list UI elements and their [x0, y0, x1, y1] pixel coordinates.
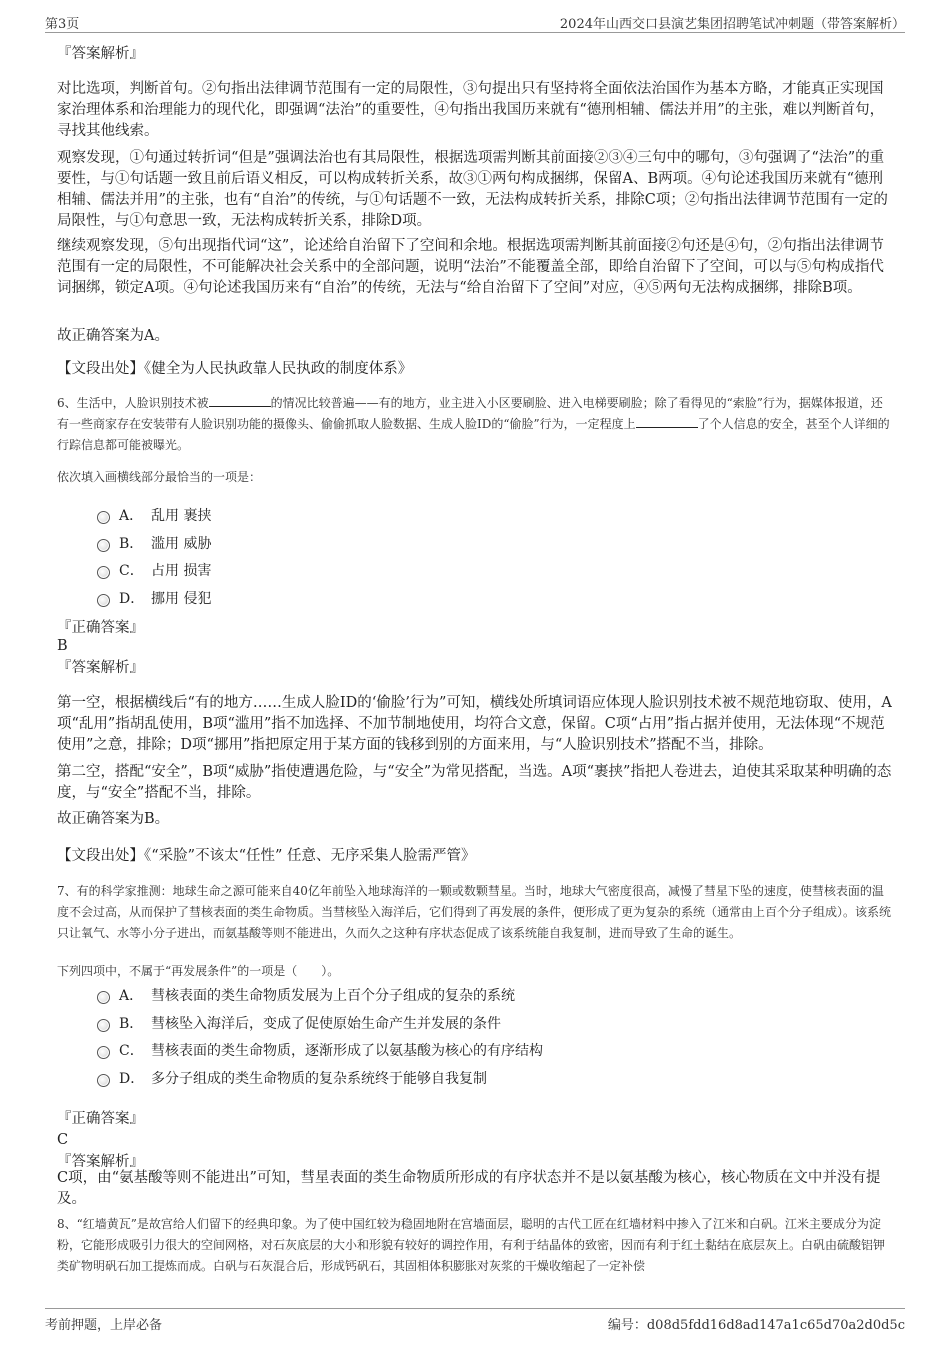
q6-stem-part-a: 6、生活中，人脸识别技术被 — [57, 396, 209, 410]
q6-analysis-label: 『答案解析』 — [57, 660, 144, 676]
q8-stem: 8、“红墙黄瓦”是故宫给人们留下的经典印象。为了使中国红较为稳固地附在宫墙面层，聪明的古代工匠在红墙材料中掺入了江米和白矾。江米主要成分为淀粉，它能形成吸引力很大的空间网格，对石灰底层的大小和形貌有较好的调控作用，有利于结晶体的致密，因而有利于红土黏结在底层灰上。白矾由硫酸铝钾类矿物明矾石加工提炼而成。白矾与石灰混合后，形成钙矾石，其固相体积膨胀对灰浆的干燥收缩起了一定补偿 — [57, 1217, 886, 1273]
radio-icon[interactable] — [97, 991, 110, 1004]
q6-analysis-p2: 第二空，搭配“安全”，B项“威胁”指使遭遇危险，与“安全”为常见搭配，当选。A项“裹挟”指把人卷进去，迫使其采取某种明确的态度，与“安全”搭配不当，排除。 — [57, 764, 892, 801]
page-header — [45, 10, 905, 33]
q7-prompt: 下列四项中，不属于“再发展条件”的一项是（ ）。 — [57, 964, 340, 978]
q6-stem-part-c: 了个人信息的安全，甚至个人详细的行踪信息都可能被曝光。 — [57, 417, 890, 452]
q6-option-d[interactable]: D． 挪用 侵犯 — [97, 588, 211, 608]
q7-option-b[interactable]: B． 彗核坠入海洋后，变成了促使原始生命产生并发展的条件 — [97, 1013, 501, 1033]
q6-source: 【文段出处】《“采脸”不该太“任性” 任意、无序采集人脸需严管》 — [57, 848, 476, 864]
q5-analysis-p2: 观察发现，①句通过转折词“但是”强调法治也有其局限性，根据选项需判断其前面接②③④三句中的哪句，③句强调了“法治”的重要性，与①句话题一致且前后语义相反，可以构成转折关系，故③①两句构成捆绑，保留A、B两项。④句论述我国历来就有“德刑相辅、儒法并用”的主张，也有“自治”的传统，与①句话题不一致，无法构成转折关系，排除C项；②句指出法律调节范围有一定的局限性，与①句意思一致，无法构成转折关系，排除D项。 — [57, 150, 888, 229]
q7-analysis-label: 『答案解析』 — [57, 1154, 144, 1170]
radio-icon[interactable] — [97, 1019, 110, 1032]
q5-analysis-label: 『答案解析』 — [57, 46, 144, 62]
radio-icon[interactable] — [97, 1046, 110, 1059]
document-id: 编号：d08d5fdd16d8ad147a1c65d70a2d0d5c — [607, 1318, 905, 1333]
q5-analysis-p3: 继续观察发现，⑤句出现指代词“这”，论述给自治留下了空间和余地。根据选项需判断其前面接②句还是④句，②句指出法律调节范围有一定的局限性，不可能解决社会关系中的全部问题，说明“法治”不能覆盖全部，即给自治留下了空间，可以与⑤句构成指代词捆绑，锁定A项。④句论述我国历来有“自治”的传统，无法与“给自治留下了空间”对应，④⑤两句无法构成捆绑，排除B项。 — [57, 238, 884, 296]
q5-analysis-p1: 对比选项，判断首句。②句指出法律调节范围有一定的局限性，③句提出只有坚持将全面依法治国作为基本方略，才能真正实现国家治理体系和治理能力的现代化，即强调“法治”的重要性，④句指出我国历来就有“德刑相辅、儒法并用”的主张，难以判断首句，寻找其他线索。 — [57, 81, 885, 139]
page-number: 第3页 — [45, 17, 80, 32]
q5-conclusion: 故正确答案为A。 — [57, 328, 169, 344]
q6-stem-part-b: 的情况比较普遍——有的地方，业主进入小区要刷脸、进入电梯要刷脸；除了看得见的“索脸”行为，据媒体报道，还有一些商家存在安装带有人脸识别功能的摄像头、偷偷抓取人脸数据、生成人脸ID的“偷脸”行为，一定程度上 — [57, 396, 883, 431]
radio-icon[interactable] — [97, 566, 110, 579]
q7-answer-label: 『正确答案』 — [57, 1111, 144, 1127]
q6-conclusion: 故正确答案为B。 — [57, 811, 170, 827]
radio-icon[interactable] — [97, 1074, 110, 1087]
radio-icon[interactable] — [97, 594, 110, 607]
q5-source: 【文段出处】《健全为人民执政靠人民执政的制度体系》 — [57, 361, 413, 377]
q6-blank-2 — [636, 415, 698, 428]
q6-analysis-p1: 第一空，根据横线后“有的地方……生成人脸ID的‘偷脸’行为”可知，横线处所填词语应体现人脸识别技术被不规范地窃取、使用，A项“乱用”指胡乱使用，B项“滥用”指不加选择、不加节制地使用，均符合文意，保留。C项“占用”指占据并使用，无法体现“不规范使用”之意，排除；D项“挪用”指把原定用于某方面的钱移到别的方面来用，与“人脸识别技术”搭配不当，排除。 — [57, 695, 892, 753]
q7-option-c[interactable]: C． 彗核表面的类生命物质，逐渐形成了以氨基酸为核心的有序结构 — [97, 1040, 543, 1060]
q6-answer: B — [57, 638, 68, 654]
q6-blank-1 — [209, 394, 271, 407]
radio-icon[interactable] — [97, 511, 110, 524]
q7-analysis: C项，由“氨基酸等则不能进出”可知，彗星表面的类生命物质所形成的有序状态并不是以氨基酸为核心，核心物质在文中并没有提及。 — [57, 1170, 881, 1207]
radio-icon[interactable] — [97, 539, 110, 552]
page-footer — [45, 1308, 905, 1333]
q7-answer: C — [57, 1132, 69, 1148]
q7-option-d[interactable]: D． 多分子组成的类生命物质的复杂系统终于能够自我复制 — [97, 1068, 487, 1088]
q6-option-a[interactable]: A． 乱用 裹挟 — [97, 505, 211, 525]
q6-option-c[interactable]: C． 占用 损害 — [97, 560, 211, 580]
document-title: 2024年山西交口县演艺集团招聘笔试冲刺题（带答案解析） — [559, 17, 905, 32]
q7-stem: 7、有的科学家推测：地球生命之源可能来自40亿年前坠入地球海洋的一颗或数颗彗星。当时，地球大气密度很高，减慢了彗星下坠的速度，使彗核表面的温度不会过高，从而保护了彗核表面的类生命物质。当彗核坠入海洋后，它们得到了再发展的条件，便形成了更为复杂的系统（通常由上百个分子组成）。该系统只让氧气、水等小分子进出，而氨基酸等则不能进出，久而久之这种有序状态促成了该系统能自我复制，进而导致了生命的诞生。 — [57, 884, 892, 940]
footer-slogan: 考前押题，上岸必备 — [45, 1318, 163, 1333]
q6-answer-label: 『正确答案』 — [57, 620, 144, 636]
q6-option-b[interactable]: B． 滥用 威胁 — [97, 533, 211, 553]
q6-stem — [57, 393, 893, 456]
q7-option-a[interactable]: A． 彗核表面的类生命物质发展为上百个分子组成的复杂的系统 — [97, 985, 515, 1005]
q6-prompt: 依次填入画横线部分最恰当的一项是： — [57, 470, 262, 484]
